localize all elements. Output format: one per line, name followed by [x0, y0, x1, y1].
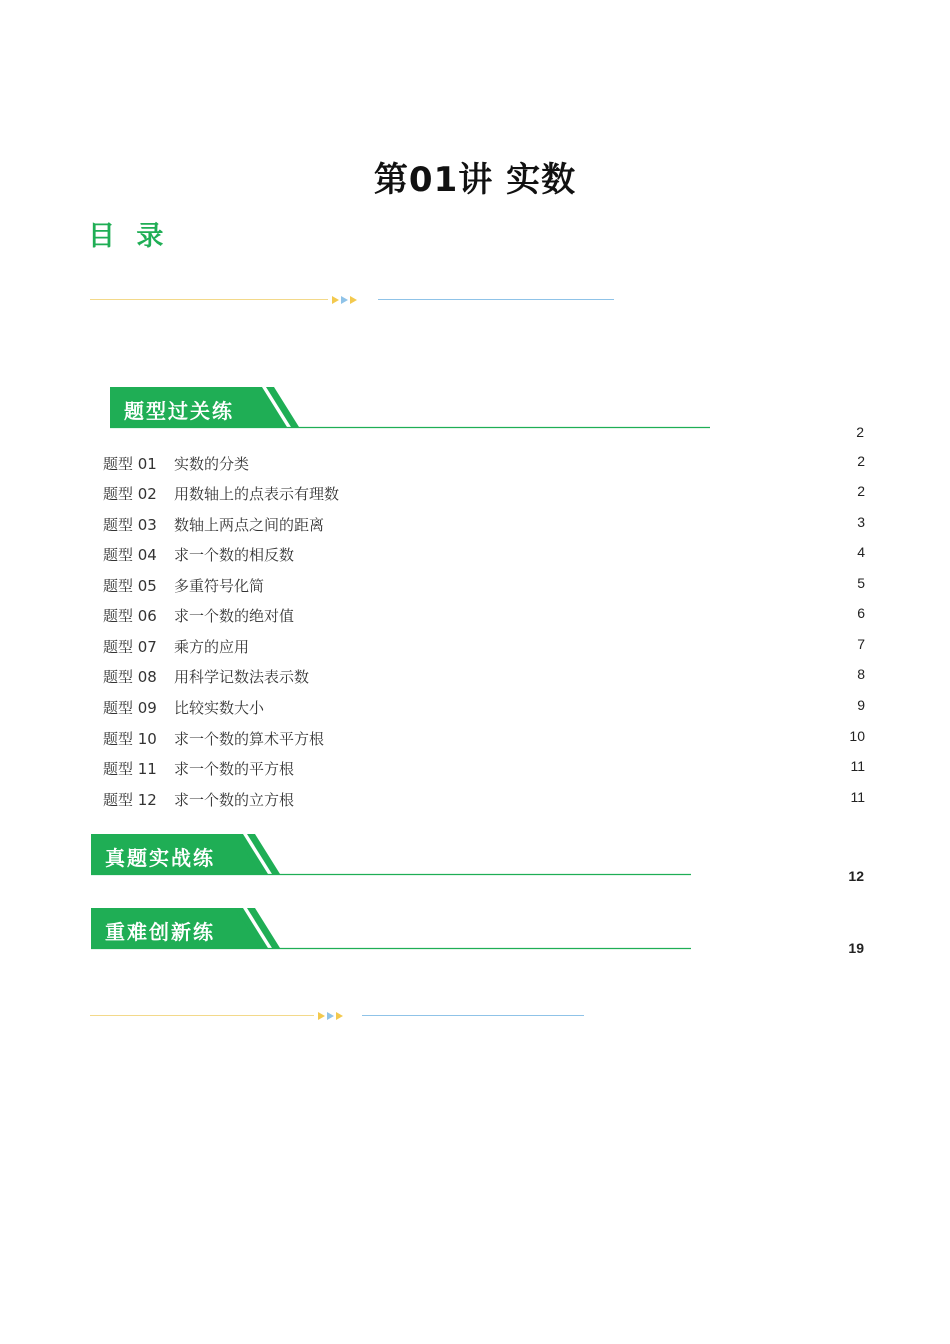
- toc-item-text: 比较实数大小: [174, 699, 265, 717]
- toc-item[interactable]: [103, 758, 865, 778]
- toc-item-page: 2: [857, 453, 865, 469]
- section-label: 真题实战练: [105, 846, 215, 870]
- toc-item[interactable]: [103, 697, 865, 717]
- toc-item-tag: 题型 12: [103, 791, 157, 809]
- toc-item-text: 实数的分类: [174, 455, 250, 473]
- document-title: 第01讲 实数: [373, 160, 577, 200]
- toc-item-page: 9: [857, 697, 865, 713]
- toc-item-tag: 题型 02: [103, 485, 157, 503]
- section-banner-practice[interactable]: [110, 387, 712, 431]
- toc-item-tag: 题型 11: [103, 760, 157, 778]
- toc-item-text: 乘方的应用: [174, 638, 250, 656]
- section-label: 题型过关练: [124, 399, 234, 423]
- toc-item-page: 11: [850, 789, 865, 805]
- toc-item-tag: 题型 09: [103, 699, 157, 717]
- toc-item-tag: 题型 08: [103, 668, 157, 686]
- toc-item[interactable]: [103, 514, 865, 534]
- toc-item-text: 求一个数的相反数: [174, 546, 295, 564]
- toc-item-page: 11: [850, 758, 865, 774]
- section-page-number: 12: [848, 868, 864, 884]
- section-page-number: 19: [848, 940, 864, 956]
- toc-item-text: 求一个数的平方根: [174, 760, 295, 778]
- toc-item-text: 用科学记数法表示数: [174, 668, 310, 686]
- toc-heading: 目 录: [88, 221, 170, 252]
- toc-item[interactable]: [103, 544, 865, 564]
- toc-item-tag: 题型 07: [103, 638, 157, 656]
- toc-item-tag: 题型 10: [103, 730, 157, 748]
- toc-item[interactable]: [103, 453, 865, 473]
- toc-item-tag: 题型 05: [103, 577, 157, 595]
- toc-item[interactable]: [103, 666, 865, 686]
- toc-item-text: 数轴上两点之间的距离: [174, 516, 325, 534]
- toc-item[interactable]: [103, 605, 865, 625]
- toc-item-tag: 题型 03: [103, 516, 157, 534]
- toc-item-page: 8: [857, 666, 865, 682]
- section-banner-innovation[interactable]: [91, 908, 693, 952]
- toc-item-page: 2: [857, 483, 865, 499]
- triple-arrow-icon: [331, 294, 361, 306]
- toc-item-text: 多重符号化简: [174, 577, 265, 595]
- bottom-divider: [90, 1010, 590, 1022]
- toc-item-tag: 题型 01: [103, 455, 157, 473]
- toc-item-text: 求一个数的立方根: [174, 791, 295, 809]
- toc-item-text: 用数轴上的点表示有理数: [174, 485, 340, 503]
- toc-item-page: 7: [857, 636, 865, 652]
- toc-item-page: 5: [857, 575, 865, 591]
- toc-item-page: 3: [857, 514, 865, 530]
- toc-item-page: 10: [849, 728, 865, 744]
- section-label: 重难创新练: [105, 920, 215, 944]
- toc-item-page: 4: [857, 544, 865, 560]
- toc-item[interactable]: [103, 789, 865, 809]
- section-page-number: 2: [856, 424, 864, 440]
- triple-arrow-icon: [317, 1010, 347, 1022]
- section-banner-real-exam[interactable]: [91, 834, 693, 878]
- toc-item-text: 求一个数的绝对值: [174, 607, 295, 625]
- toc-item-text: 求一个数的算术平方根: [174, 730, 325, 748]
- toc-item[interactable]: [103, 575, 865, 595]
- toc-item-tag: 题型 06: [103, 607, 157, 625]
- toc-item[interactable]: [103, 728, 865, 748]
- toc-item-tag: 题型 04: [103, 546, 157, 564]
- top-divider: [90, 294, 620, 306]
- toc-item[interactable]: [103, 636, 865, 656]
- toc-item[interactable]: [103, 483, 865, 503]
- toc-item-page: 6: [857, 605, 865, 621]
